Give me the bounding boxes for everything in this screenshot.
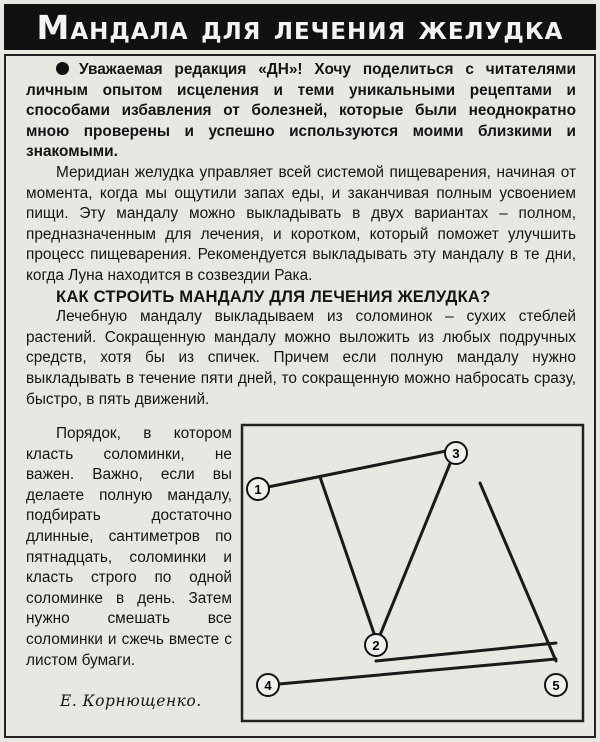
paragraph-3: Порядок, в котором класть соломинки, не важен. Важно, если вы делаете полную мандалу, подбирать достаточно длинные, сантиметров по пятнадцать, соломинки и класть строго по одной соломинке в день. Затем нужно смешать все соломинки и сжечь вместе с листом бумаги. (26, 425, 232, 669)
mandala-diagram (240, 423, 585, 723)
article-body (26, 60, 576, 410)
straw-2-5 (376, 643, 556, 661)
intro-text: Уважаемая редакция «ДН»! Хочу поделиться с читателями личным опытом исцеления и теми уникальными рецептами и способами избавления от болезней, которые были неоднократно мною проверены и успешно используются моими близкими и знакомыми. (26, 61, 576, 161)
bullet-icon (56, 62, 69, 75)
paragraph-1: Меридиан желудка управляет всей системой пищеварения, начиная от момента, когда мы ощутили запах еды, и заканчивая полным усвоением пищи. Эту мандалу можно выкладывать в двух вариантах – полном, предназначенным для лечения, и коротком, который поможет улучшить процесс пищеварения. Рекомендуется выкладывать эту мандалу в те дни, когда Луна находится в созвездии Рака. (26, 163, 576, 284)
straw-1-3 (258, 449, 456, 489)
label-3: 3 (452, 446, 460, 461)
article-title: Мандала для лечения желудка (4, 4, 596, 50)
author-signature: Е. Корнющенко. (60, 692, 202, 710)
straw-4-5 (268, 659, 556, 685)
diagram-border (242, 425, 583, 721)
straw-a-2 (320, 477, 378, 645)
straw-b-5 (480, 483, 556, 661)
straw-3-2 (376, 449, 456, 645)
intro-paragraph (26, 60, 576, 163)
label-5: 5 (552, 678, 560, 693)
paragraph-3-column (26, 424, 232, 671)
label-4: 4 (264, 678, 272, 693)
label-2: 2 (372, 638, 380, 653)
subheading: КАК СТРОИТЬ МАНДАЛУ ДЛЯ ЛЕЧЕНИЯ ЖЕЛУДКА? (56, 286, 491, 306)
label-1: 1 (254, 482, 262, 497)
paragraph-2: Лечебную мандалу выкладываем из соломинок – сухих стеблей растений. Сокращенную мандалу можно выложить из любых подручных средств, хотя бы из спичек. Причем если полную мандалу нужно выкладывать в течение пяти дней, то сокращенную можно набросать сразу, быстро, в пять движений. (26, 308, 576, 408)
